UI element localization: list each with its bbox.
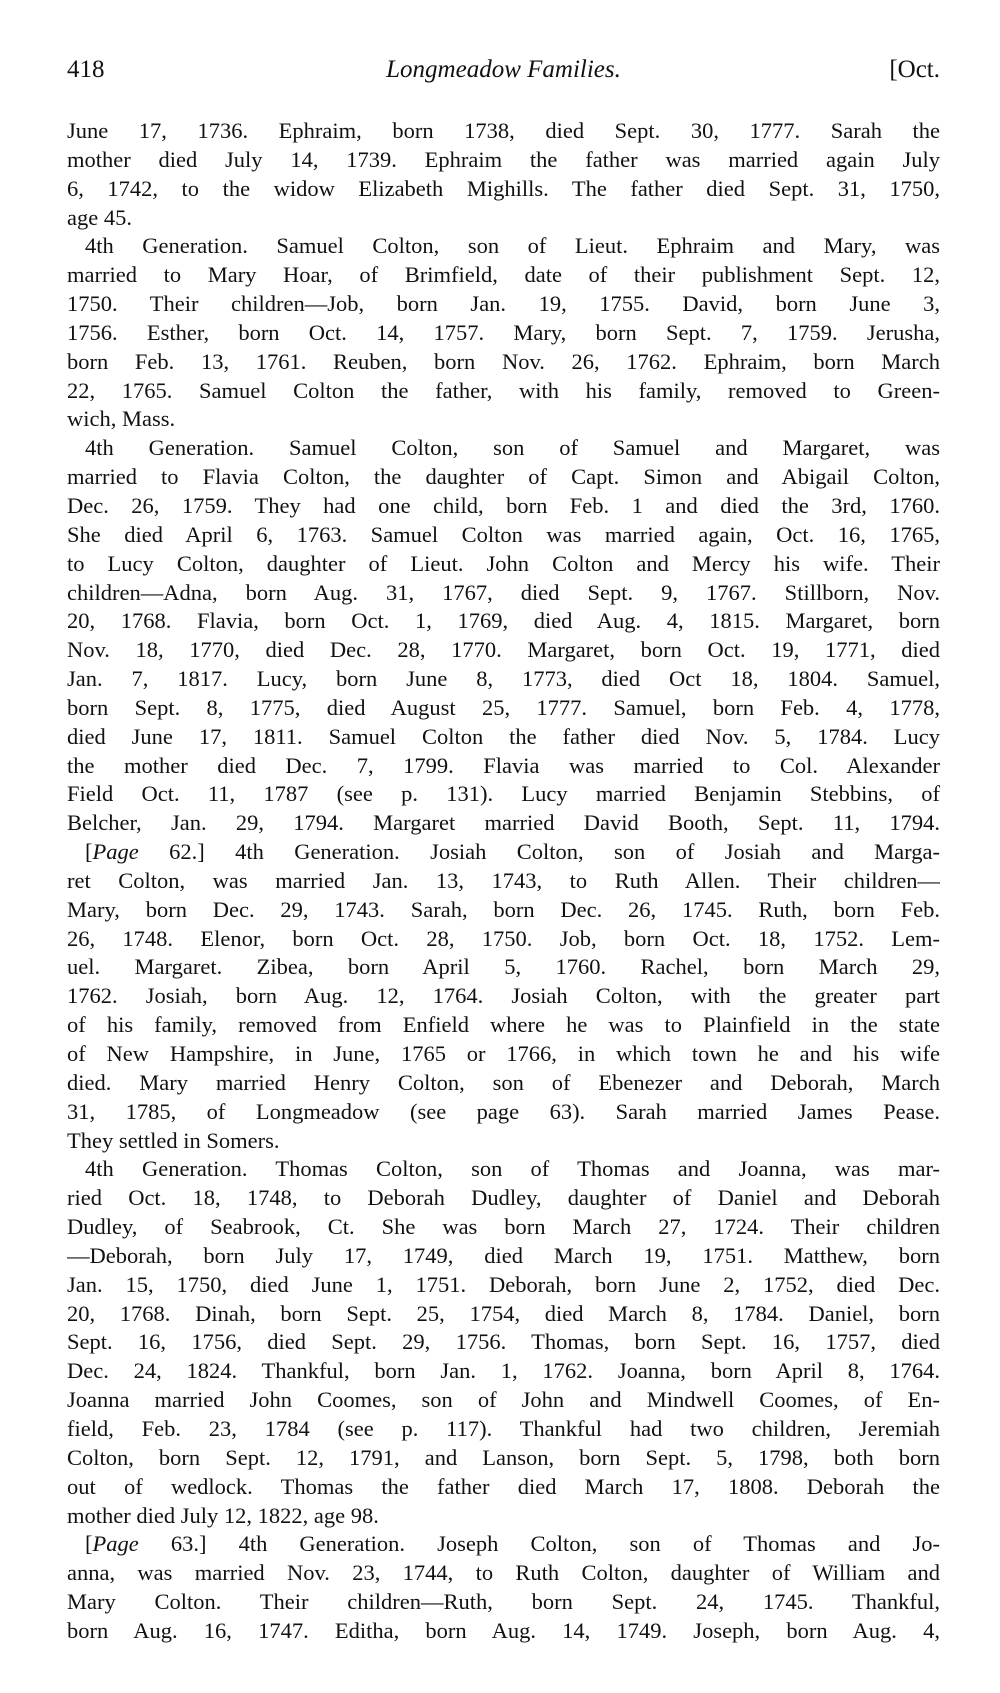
text-line bbox=[67, 1328, 940, 1357]
text-line bbox=[67, 780, 940, 809]
line-text: 4th Generation. Samuel Colton, son of Lieut. Ephraim and Mary, was bbox=[85, 233, 940, 259]
line-text: 63.] 4th Generation. Joseph Colton, son of Thomas and Jo- bbox=[138, 1531, 940, 1557]
text-line bbox=[67, 636, 940, 665]
line-text: married to Flavia Colton, the daughter of Capt. Simon and Abigail Colton, bbox=[67, 464, 940, 490]
text-line bbox=[67, 146, 940, 175]
text-line bbox=[67, 1617, 940, 1646]
line-text: June 17, 1736. Ephraim, born 1738, died Sept. 30, 1777. Sarah the bbox=[67, 118, 940, 143]
text-line bbox=[67, 232, 940, 261]
text-line bbox=[67, 838, 940, 867]
line-text: 4th Generation. Thomas Colton, son of Thomas and Joanna, was mar- bbox=[85, 1156, 940, 1182]
line-text: 20, 1768. Dinah, born Sept. 25, 1754, died March 8, 1784. Daniel, born bbox=[67, 1300, 940, 1326]
text-line bbox=[67, 550, 940, 579]
text-line bbox=[67, 117, 940, 146]
text-line bbox=[67, 1386, 940, 1415]
text-line bbox=[67, 1530, 940, 1559]
line-text: They settled in Somers. bbox=[67, 1127, 280, 1153]
text-line bbox=[67, 1242, 940, 1271]
line-text: mother died July 14, 1739. Ephraim the father was married again July bbox=[67, 146, 940, 172]
page-number: 418 bbox=[67, 56, 105, 83]
line-text: anna, was married Nov. 23, 1744, to Ruth Colton, daughter of William and bbox=[67, 1560, 940, 1586]
line-text: Colton, born Sept. 12, 1791, and Lanson, born Sept. 5, 1798, both born bbox=[67, 1444, 940, 1470]
text-line bbox=[67, 694, 940, 723]
line-text: mother died July 12, 1822, age 98. bbox=[67, 1502, 379, 1528]
text-line bbox=[67, 809, 940, 838]
line-text: uel. Margaret. Zibea, born April 5, 1760. Rachel, born March 29, bbox=[67, 954, 940, 980]
text-line bbox=[67, 1098, 940, 1127]
text-line bbox=[67, 1127, 940, 1156]
text-line bbox=[67, 405, 940, 434]
line-text: 6, 1742, to the widow Elizabeth Mighills. The father died Sept. 31, 1750, bbox=[67, 175, 940, 201]
text-line bbox=[67, 1415, 940, 1444]
line-text: She died April 6, 1763. Samuel Colton was married again, Oct. 16, 1765, bbox=[67, 521, 940, 547]
text-line bbox=[67, 1011, 940, 1040]
text-line bbox=[67, 175, 940, 204]
text-line bbox=[67, 953, 940, 982]
text-line bbox=[67, 752, 940, 781]
line-text: Field Oct. 11, 1787 (see p. 131). Lucy married Benjamin Stebbins, of bbox=[67, 781, 940, 807]
text-line bbox=[67, 607, 940, 636]
line-text: Sept. 16, 1756, died Sept. 29, 1756. Thomas, born Sept. 16, 1757, died bbox=[67, 1329, 940, 1355]
line-text: 31, 1785, of Longmeadow (see page 63). Sarah married James Pease. bbox=[67, 1098, 940, 1124]
text-line bbox=[67, 579, 940, 608]
text-line bbox=[67, 492, 940, 521]
text-line bbox=[67, 1502, 940, 1531]
text-line bbox=[67, 348, 940, 377]
line-text: Belcher, Jan. 29, 1794. Margaret married David Booth, Sept. 11, 1794. bbox=[67, 810, 940, 836]
line-text: ret Colton, was married Jan. 13, 1743, to Ruth Allen. Their children— bbox=[67, 867, 940, 893]
line-text: 22, 1765. Samuel Colton the father, with his family, removed to Green- bbox=[67, 377, 940, 403]
running-header bbox=[67, 56, 940, 92]
line-text: Dec. 24, 1824. Thankful, born Jan. 1, 1762. Joanna, born April 8, 1764. bbox=[67, 1358, 940, 1384]
line-text: field, Feb. 23, 1784 (see p. 117). Thankful had two children, Jeremiah bbox=[67, 1415, 940, 1441]
text-line bbox=[67, 521, 940, 550]
line-text: Jan. 7, 1817. Lucy, born June 8, 1773, died Oct 18, 1804. Samuel, bbox=[67, 666, 940, 692]
line-text: the mother died Dec. 7, 1799. Flavia was married to Col. Alexander bbox=[67, 752, 940, 778]
line-text: 20, 1768. Flavia, born Oct. 1, 1769, died Aug. 4, 1815. Margaret, born bbox=[67, 608, 940, 634]
line-text: of New Hampshire, in June, 1765 or 1766, in which town he and his wife bbox=[67, 1041, 940, 1066]
line-text: died. Mary married Henry Colton, son of Ebenezer and Deborah, March bbox=[67, 1069, 940, 1095]
line-text: Joanna married John Coomes, son of John and Mindwell Coomes, of En- bbox=[67, 1387, 940, 1413]
text-line bbox=[67, 896, 940, 925]
line-text: married to Mary Hoar, of Brimfield, date of their publishment Sept. 12, bbox=[67, 262, 940, 288]
header-month: [Oct. bbox=[889, 56, 940, 83]
text-line bbox=[67, 463, 940, 492]
line-text: Mary Colton. Their children—Ruth, born Sept. 24, 1745. Thankful, bbox=[67, 1589, 940, 1615]
running-title: Longmeadow Families. bbox=[386, 56, 621, 83]
text-line bbox=[67, 434, 940, 463]
text-line bbox=[67, 319, 940, 348]
line-text: 1756. Esther, born Oct. 14, 1757. Mary, born Sept. 7, 1759. Jerusha, bbox=[67, 319, 940, 345]
text-line bbox=[67, 1300, 940, 1329]
text-line bbox=[67, 1213, 940, 1242]
page-reference-label: Page bbox=[92, 839, 139, 865]
text-line bbox=[67, 867, 940, 896]
page-reference-label: Page bbox=[92, 1531, 139, 1557]
text-line bbox=[67, 723, 940, 752]
bracket: [ bbox=[85, 839, 93, 865]
text-line bbox=[67, 1184, 940, 1213]
line-text: wich, Mass. bbox=[67, 406, 176, 432]
bracket: [ bbox=[85, 1531, 93, 1557]
line-text: Nov. 18, 1770, died Dec. 28, 1770. Margaret, born Oct. 19, 1771, died bbox=[67, 637, 940, 663]
text-line bbox=[67, 1444, 940, 1473]
text-line bbox=[67, 377, 940, 406]
line-text: 62.] 4th Generation. Josiah Colton, son of Josiah and Marga- bbox=[138, 839, 940, 865]
line-text: 4th Generation. Samuel Colton, son of Samuel and Margaret, was bbox=[85, 435, 940, 461]
line-text: Jan. 15, 1750, died June 1, 1751. Deborah, born June 2, 1752, died Dec. bbox=[67, 1271, 940, 1297]
line-text: to Lucy Colton, daughter of Lieut. John Colton and Mercy his wife. Their bbox=[67, 550, 940, 576]
text-line bbox=[67, 1588, 940, 1617]
line-text: Mary, born Dec. 29, 1743. Sarah, born Dec. 26, 1745. Ruth, born Feb. bbox=[67, 896, 940, 922]
line-text: of his family, removed from Enfield where he was to Plainfield in the state bbox=[67, 1012, 940, 1038]
text-line bbox=[67, 1357, 940, 1386]
text-line bbox=[67, 1069, 940, 1098]
line-text: children—Adna, born Aug. 31, 1767, died Sept. 9, 1767. Stillborn, Nov. bbox=[67, 579, 940, 605]
line-text: 26, 1748. Elenor, born Oct. 28, 1750. Job, born Oct. 18, 1752. Lem- bbox=[67, 925, 940, 951]
line-text: ried Oct. 18, 1748, to Deborah Dudley, daughter of Daniel and Deborah bbox=[67, 1185, 940, 1211]
text-line bbox=[67, 1559, 940, 1588]
line-text: 1762. Josiah, born Aug. 12, 1764. Josiah Colton, with the greater part bbox=[67, 983, 940, 1009]
text-line bbox=[67, 925, 940, 954]
line-text: Dec. 26, 1759. They had one child, born Feb. 1 and died the 3rd, 1760. bbox=[67, 492, 940, 518]
line-text: —Deborah, born July 17, 1749, died March 19, 1751. Matthew, born bbox=[67, 1242, 940, 1268]
text-line bbox=[67, 982, 940, 1011]
line-text: born Feb. 13, 1761. Reuben, born Nov. 26, 1762. Ephraim, born March bbox=[67, 348, 940, 374]
line-text: born Sept. 8, 1775, died August 25, 1777. Samuel, born Feb. 4, 1778, bbox=[67, 694, 940, 720]
text-line bbox=[67, 1040, 940, 1069]
text-line bbox=[67, 290, 940, 319]
text-line bbox=[67, 1271, 940, 1300]
line-text: age 45. bbox=[67, 204, 132, 230]
line-text: Dudley, of Seabrook, Ct. She was born March 27, 1724. Their children bbox=[67, 1214, 940, 1240]
text-line bbox=[67, 204, 940, 233]
text-line bbox=[67, 1155, 940, 1184]
body-text bbox=[67, 117, 940, 1646]
text-line bbox=[67, 1473, 940, 1502]
text-line bbox=[67, 665, 940, 694]
line-text: 1750. Their children—Job, born Jan. 19, 1755. David, born June 3, bbox=[67, 291, 940, 317]
line-text: died June 17, 1811. Samuel Colton the father died Nov. 5, 1784. Lucy bbox=[67, 723, 940, 749]
line-text: out of wedlock. Thomas the father died March 17, 1808. Deborah the bbox=[67, 1473, 940, 1499]
text-line bbox=[67, 261, 940, 290]
line-text: born Aug. 16, 1747. Editha, born Aug. 14, 1749. Joseph, born Aug. 4, bbox=[67, 1617, 940, 1643]
